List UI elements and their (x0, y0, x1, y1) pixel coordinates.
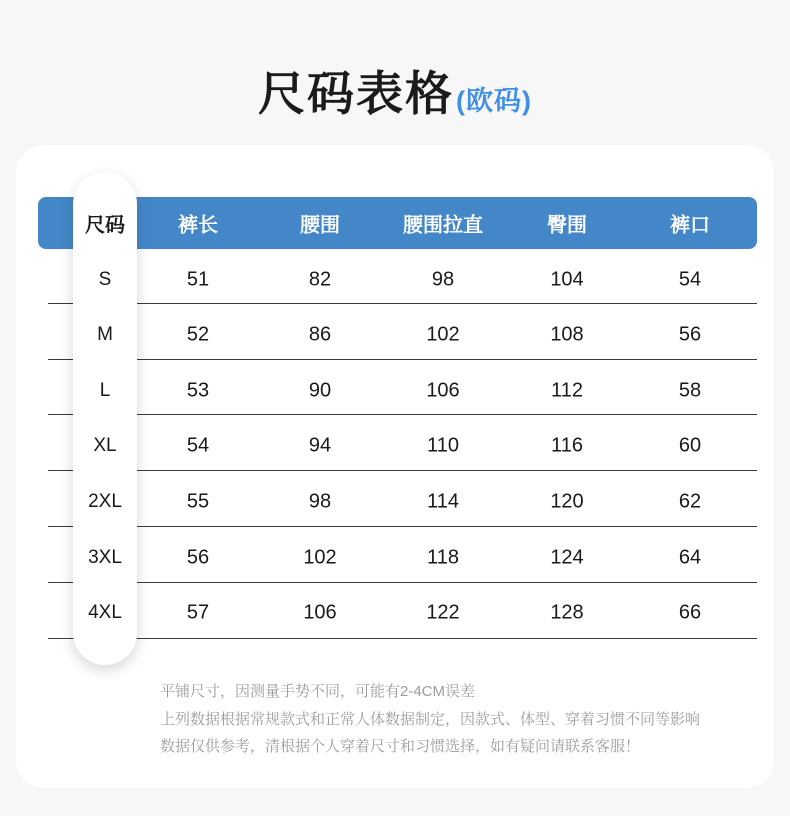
column-header-pant-length: 裤长 (178, 214, 218, 237)
column-header-size: 尺码 (85, 214, 125, 237)
table-cell: 124 (550, 546, 584, 569)
table-cell: 57 (186, 601, 210, 624)
row-divider (48, 359, 757, 360)
column-header-leg-opening: 裤口 (670, 214, 710, 237)
table-cell: 98 (431, 268, 455, 291)
size-cell: M (97, 324, 113, 345)
footnote-line: 上列数据根据常规款式和正常人体数据制定，因款式、体型、穿着习惯不同等影响 (160, 710, 701, 728)
row-divider (48, 638, 757, 639)
table-cell: 66 (678, 601, 702, 624)
row-divider (48, 303, 757, 304)
table-cell: 108 (550, 323, 584, 346)
size-cell: L (99, 380, 111, 401)
table-cell: 60 (678, 434, 702, 457)
table-cell: 114 (427, 490, 459, 513)
table-cell: 98 (308, 490, 332, 513)
table-cell: 94 (308, 434, 332, 457)
size-column-pill (73, 172, 137, 665)
table-cell: 86 (308, 323, 332, 346)
table-cell: 62 (678, 490, 702, 513)
table-cell: 120 (550, 490, 584, 513)
table-cell: 110 (427, 434, 459, 457)
table-cell: 56 (186, 546, 210, 569)
footnote-line: 平铺尺寸，因测量手势不同，可能有2-4CM误差 (160, 683, 476, 700)
table-cell: 58 (678, 379, 702, 402)
size-cell: S (98, 269, 112, 290)
row-divider (48, 470, 757, 471)
table-header-bar (38, 197, 757, 249)
table-cell: 104 (550, 268, 584, 291)
row-divider (48, 582, 757, 583)
row-divider (48, 414, 757, 415)
page-title (0, 57, 790, 124)
table-cell: 54 (186, 434, 210, 457)
size-cell: 4XL (88, 602, 122, 623)
table-cell: 118 (427, 546, 459, 569)
table-cell: 102 (303, 546, 337, 569)
footnote-line: 数据仅供参考，清根据个人穿着尺寸和习惯选择，如有疑问请联系客服！ (160, 738, 641, 755)
size-cell: 3XL (88, 547, 122, 568)
page-title-subtitle: (欧码) (456, 86, 532, 116)
table-cell: 112 (551, 379, 583, 402)
table-cell: 56 (678, 323, 702, 346)
table-cell: 128 (550, 601, 584, 624)
table-cell: 52 (186, 323, 210, 346)
table-cell: 54 (678, 268, 702, 291)
table-cell: 116 (551, 434, 583, 457)
footnotes (160, 678, 700, 761)
column-header-waist-stretched: 腰围拉直 (403, 214, 483, 237)
row-divider (48, 526, 757, 527)
table-cell: 55 (186, 490, 210, 513)
table-cell: 122 (426, 601, 460, 624)
table-cell: 106 (303, 601, 337, 624)
table-cell: 102 (426, 323, 460, 346)
table-cell: 106 (426, 379, 460, 402)
table-cell: 82 (308, 268, 332, 291)
column-header-hip: 臀围 (547, 214, 587, 237)
size-cell: XL (93, 435, 117, 456)
table-cell: 51 (186, 268, 210, 291)
size-cell: 2XL (88, 491, 122, 512)
column-header-waist: 腰围 (300, 214, 340, 237)
table-cell: 90 (308, 379, 332, 402)
table-cell: 53 (186, 379, 210, 402)
table-cell: 64 (678, 546, 702, 569)
page-title-text: 尺码表格 (258, 67, 454, 120)
